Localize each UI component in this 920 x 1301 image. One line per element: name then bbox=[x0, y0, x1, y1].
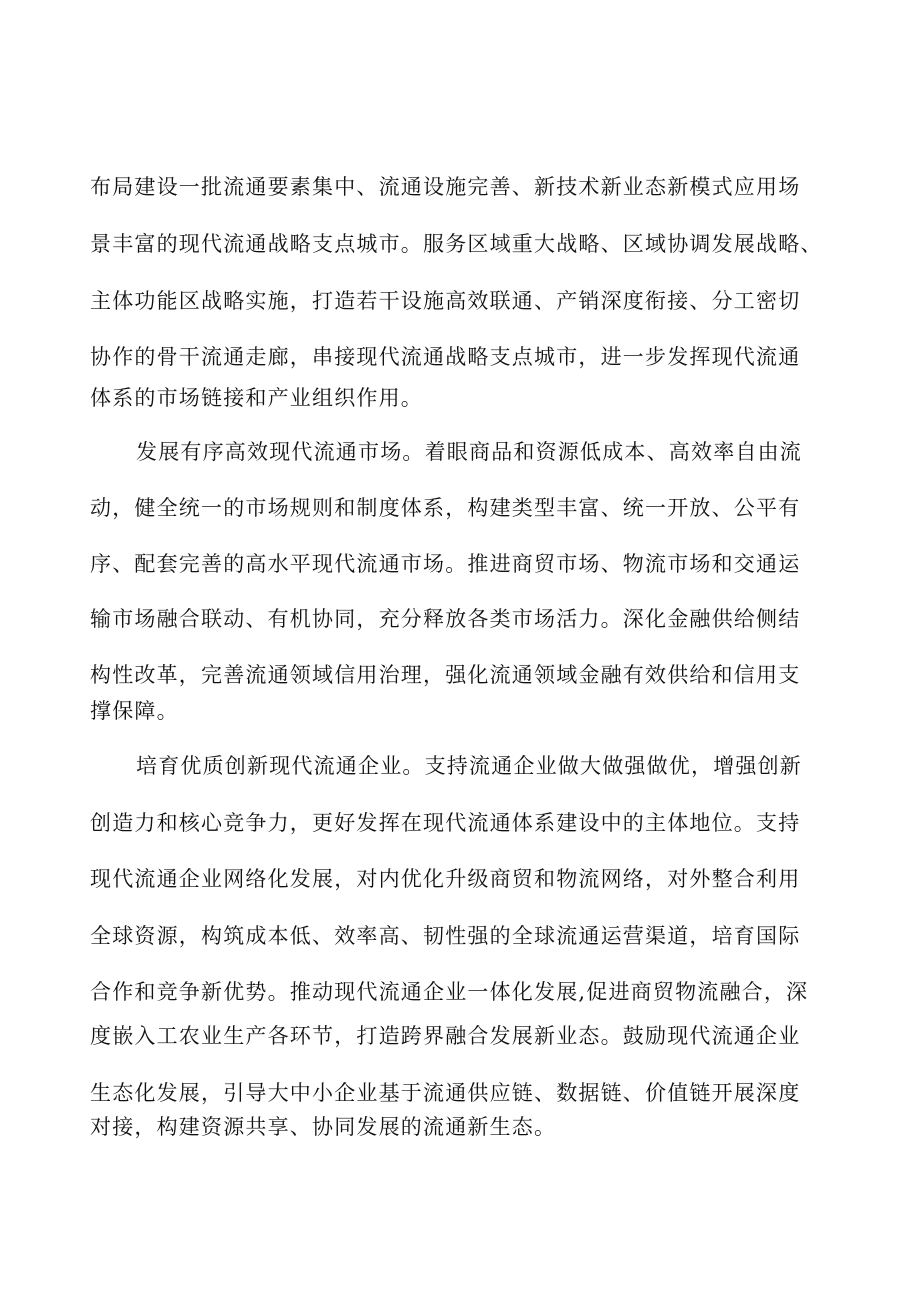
paragraph-3-line-5: 合作和竞争新优势。推动现代流通企业一体化发展,促进商贸物流融合，深 bbox=[90, 980, 809, 1004]
paragraph-2-line-5: 构性改革，完善流通领域信用治理，强化流通领域金融有效供给和信用支 bbox=[90, 663, 801, 687]
paragraph-1-line-1: 布局建设一批流通要素集中、流通设施完善、新技术新业态新模式应用场 bbox=[90, 175, 801, 199]
paragraph-3-line-6: 度嵌入工农业生产各环节，打造跨界融合发展新业态。鼓励现代流通企业 bbox=[90, 1024, 801, 1048]
paragraph-2-line-2: 动，健全统一的市场规则和制度体系，构建类型丰富、统一开放、公平有 bbox=[90, 496, 801, 520]
paragraph-1-line-5: 体系的市场链接和产业组织作用。 bbox=[90, 386, 423, 410]
paragraph-2-line-3: 序、配套完善的高水平现代流通市场。推进商贸市场、物流市场和交通运 bbox=[90, 552, 801, 576]
paragraph-1-line-2: 景丰富的现代流通战略支点城市。服务区域重大战略、区域协调发展战略、 bbox=[90, 232, 823, 256]
paragraph-1-line-4: 协作的骨干流通走廊，串接现代流通战略支点城市，进一步发挥现代流通 bbox=[90, 345, 801, 369]
paragraph-3-line-4: 全球资源，构筑成本低、效率高、韧性强的全球流通运营渠道，培育国际 bbox=[90, 924, 801, 948]
paragraph-2-line-4: 输市场融合联动、有机协同，充分释放各类市场活力。深化金融供给侧结 bbox=[90, 607, 801, 631]
paragraph-3-line-1: 培育优质创新现代流通企业。支持流通企业做大做强做优，增强创新 bbox=[136, 754, 802, 778]
paragraph-1-line-3: 主体功能区战略实施，打造若干设施高效联通、产销深度衔接、分工密切 bbox=[90, 289, 801, 313]
paragraph-2-line-1: 发展有序高效现代流通市场。着眼商品和资源低成本、高效率自由流 bbox=[136, 440, 802, 464]
paragraph-2-line-6: 撑保障。 bbox=[90, 699, 179, 723]
paragraph-3-line-2: 创造力和核心竞争力，更好发挥在现代流通体系建设中的主体地位。支持 bbox=[90, 811, 801, 835]
paragraph-3-line-7: 生态化发展，引导大中小企业基于流通供应链、数据链、价值链开展深度 bbox=[90, 1081, 801, 1105]
paragraph-3-line-8: 对接，构建资源共享、协同发展的流通新生态。 bbox=[90, 1115, 557, 1139]
paragraph-3-line-3: 现代流通企业网络化发展，对内优化升级商贸和物流网络，对外整合利用 bbox=[90, 867, 801, 891]
